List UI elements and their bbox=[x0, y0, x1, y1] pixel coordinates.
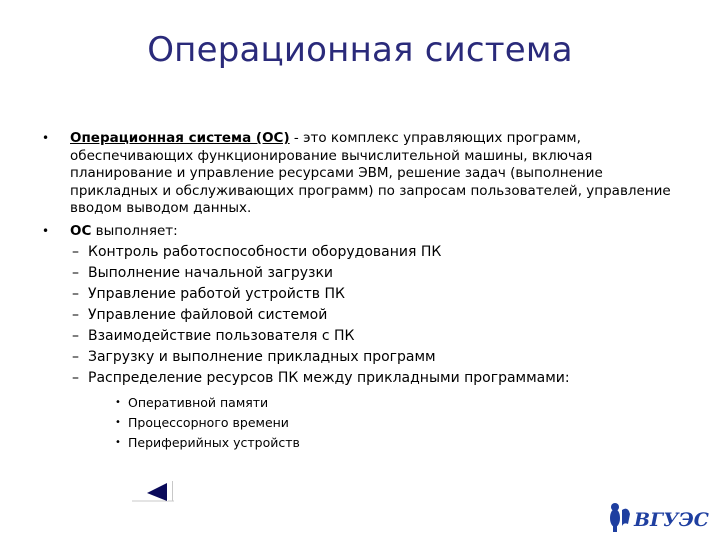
bullet-icon: • bbox=[115, 397, 121, 408]
functions-term: ОС bbox=[70, 222, 92, 239]
bullet-icon: • bbox=[42, 131, 50, 145]
list-item bbox=[40, 242, 680, 263]
list-item bbox=[40, 326, 680, 347]
dash-icon: – bbox=[72, 244, 79, 260]
list-item-text: Оперативной памяти bbox=[128, 395, 269, 410]
bullet-icon: • bbox=[42, 223, 50, 238]
list-item-text: Загрузку и выполнение прикладных программ bbox=[88, 349, 436, 365]
university-logo bbox=[606, 500, 709, 534]
list-item bbox=[40, 305, 680, 326]
list-item bbox=[40, 284, 680, 305]
page-title: Операционная система bbox=[147, 30, 573, 70]
dash-icon: – bbox=[72, 307, 79, 323]
list-item bbox=[40, 368, 680, 389]
list-item-text: Распределение ресурсов ПК между прикладными программами: bbox=[88, 370, 570, 386]
dash-icon: – bbox=[72, 370, 79, 386]
list-item-text: Контроль работоспособности оборудования ПК bbox=[88, 244, 442, 260]
content-list bbox=[40, 130, 680, 458]
list-item-functions bbox=[40, 223, 680, 454]
list-item bbox=[40, 413, 680, 433]
list-item-text: Управление файловой системой bbox=[88, 307, 328, 323]
list-item bbox=[40, 393, 680, 413]
list-item-text: Взаимодействие пользователя с ПК bbox=[88, 328, 355, 344]
definition-text: - это комплекс управляющих программ, обеспечивающих функционирование вычислительной машины, включая планирование и управление ресурсами ЭВМ, решение задач (выполнение прикладных и обслуживающих программ) по запросам пользователей, управление вводом выводом данных. bbox=[70, 130, 671, 216]
dash-icon: – bbox=[72, 265, 79, 281]
dash-icon: – bbox=[72, 286, 79, 302]
list-item-text: Периферийных устройств bbox=[128, 435, 300, 450]
list-item-text: Управление работой устройств ПК bbox=[88, 286, 345, 302]
back-button[interactable] bbox=[131, 480, 175, 502]
functions-list bbox=[40, 242, 680, 453]
definition-term: Операционная система (ОС) bbox=[70, 130, 290, 146]
dash-icon: – bbox=[72, 328, 79, 344]
list-item bbox=[40, 347, 680, 368]
bullet-icon: • bbox=[115, 417, 121, 428]
list-item-definition bbox=[40, 130, 680, 218]
dash-icon: – bbox=[72, 349, 79, 365]
logo-text: ВГУЭС bbox=[634, 509, 709, 531]
left-triangle-icon bbox=[131, 480, 175, 502]
functions-intro: выполняет: bbox=[91, 222, 178, 239]
bullet-icon: • bbox=[115, 437, 121, 448]
list-item-text: Выполнение начальной загрузки bbox=[88, 265, 334, 281]
list-item-text: Процессорного времени bbox=[128, 415, 289, 430]
list-item bbox=[40, 433, 680, 453]
resources-list bbox=[40, 393, 680, 453]
list-item bbox=[40, 263, 680, 284]
